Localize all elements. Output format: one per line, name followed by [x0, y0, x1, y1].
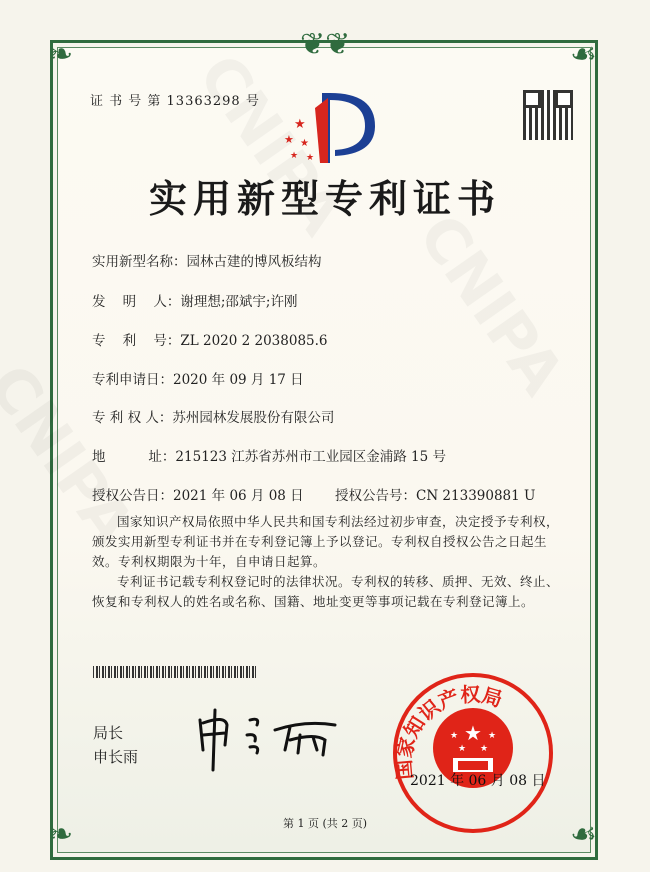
field-value: 苏州园林发展股份有限公司 [172, 410, 335, 426]
field-label: 专 利 权 人： [92, 410, 173, 426]
certificate-number: 证 书 号 第 13363298 号 [90, 94, 260, 109]
corner-ornament-icon: ❧ [48, 37, 74, 72]
top-ornament-icon: ❦❦ [300, 27, 351, 62]
field-label: 地 址： [92, 449, 176, 465]
field-grant-date [92, 484, 304, 504]
corner-ornament-icon: ☙ [570, 817, 597, 852]
svg-text:★: ★ [300, 138, 309, 149]
body-paragraph: 专利证书记载专利权登记时的法律状况。专利权的转移、质押、无效、终止、恢复和专利权人的姓名或名称、国籍、地址变更等事项记载在专利登记簿上。 [92, 574, 560, 609]
qr-code [523, 90, 573, 140]
field-value: 215123 江苏省苏州市工业园区金浦路 15 号 [175, 449, 447, 465]
signatory-name: 申长雨 [93, 748, 139, 766]
page-indicator: 第 1 页 (共 2 页) [282, 817, 368, 830]
field-label: 实用新型名称： [92, 254, 187, 270]
field-label: 授权公告号： [335, 488, 416, 504]
barcode [93, 666, 258, 678]
field-value: ZL 2020 2 2038085.6 [180, 333, 328, 349]
svg-text:★: ★ [306, 153, 315, 163]
cnipa-logo [280, 88, 380, 168]
svg-text:★: ★ [284, 133, 294, 146]
svg-text:★: ★ [480, 744, 489, 754]
field-label: 专利申请日： [92, 372, 173, 388]
field-value: 2020 年 09 月 17 日 [173, 372, 304, 388]
svg-text:★: ★ [458, 744, 467, 754]
field-utility-model-name [92, 250, 322, 270]
field-value: 园林古建的博风板结构 [186, 254, 322, 270]
svg-text:★: ★ [294, 117, 306, 132]
body-paragraph: 国家知识产权局依照中华人民共和国专利法经过初步审查，决定授予专利权，颁发实用新型专利证书并在专利登记簿上予以登记。专利权自授权公告之日起生效。专利权期限为十年，自申请日起算。 [92, 514, 560, 569]
field-address [92, 445, 446, 465]
field-patent-number [92, 329, 328, 349]
signatory-title: 局长 [93, 724, 124, 742]
field-label: 发 明 人： [92, 294, 181, 310]
seal-text: 国家知识产权局 [391, 682, 506, 781]
field-announcement-number [335, 484, 535, 504]
svg-text:★: ★ [450, 731, 459, 741]
handwritten-signature [195, 705, 345, 775]
field-inventors [92, 290, 297, 310]
official-seal [388, 668, 558, 838]
svg-text:★: ★ [290, 151, 299, 161]
field-value: 谢理想;邵斌宇;许刚 [180, 294, 298, 310]
field-value: CN 213390881 U [416, 488, 536, 504]
field-label: 授权公告日： [92, 488, 173, 504]
certificate-body [92, 512, 562, 612]
field-application-date [92, 368, 304, 388]
seal-date: 2021 年 06 月 08 日 [410, 773, 546, 789]
corner-ornament-icon: ❧ [48, 817, 74, 852]
corner-ornament-icon: ☙ [570, 37, 597, 72]
field-patentee [92, 406, 334, 426]
field-value: 2021 年 06 月 08 日 [173, 488, 304, 504]
svg-text:★: ★ [464, 721, 482, 745]
field-label: 专 利 号： [92, 333, 181, 349]
svg-text:★: ★ [488, 731, 497, 741]
page-title: 实用新型专利证书 [148, 176, 501, 221]
